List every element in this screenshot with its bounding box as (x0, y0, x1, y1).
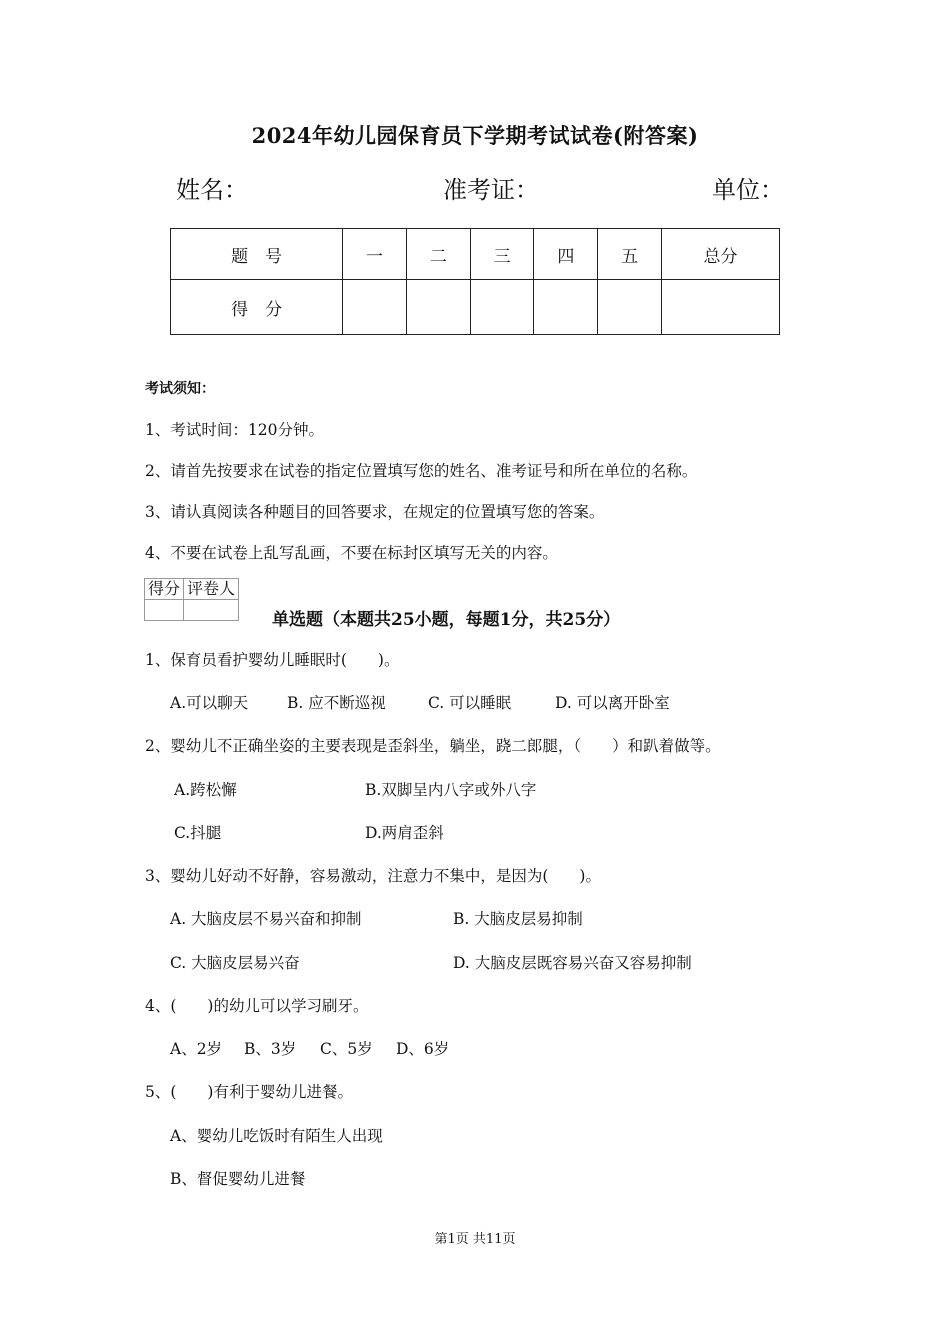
option: D.两肩歪斜 (365, 824, 444, 842)
score-table-header-cell: 总分 (662, 229, 780, 280)
option: A、2岁 (170, 1040, 223, 1058)
option: B、3岁 (244, 1040, 297, 1058)
score-table-header-cell: 一 (343, 229, 407, 280)
option: C. 可以睡眠 (428, 694, 512, 712)
grader-name-cell[interactable] (184, 600, 239, 621)
exam-number-field-label: 准考证： (443, 176, 539, 204)
option: D. 可以离开卧室 (555, 694, 670, 712)
score-table-score-row (171, 280, 780, 335)
section-title: 单选题（本题共25小题，每题1分，共25分） (272, 610, 621, 630)
option: C.抖腿 (174, 824, 222, 842)
grader-score-label: 得分 (145, 579, 184, 600)
score-table (170, 228, 780, 335)
notes-item: 4、不要在试卷上乱写乱画，不要在标封区填写无关的内容。 (145, 544, 558, 562)
score-cell[interactable] (534, 280, 598, 335)
notes-item: 1、考试时间：120分钟。 (145, 421, 324, 439)
notes-heading: 考试须知： (145, 381, 215, 397)
score-cell[interactable] (470, 280, 534, 335)
option: B.双脚呈内八字或外八字 (365, 781, 537, 799)
option: D. 大脑皮层既容易兴奋又容易抑制 (453, 954, 692, 972)
score-table-header-row (171, 229, 780, 280)
score-table-header-cell: 三 (470, 229, 534, 280)
score-table-header-label: 题 号 (171, 229, 343, 280)
score-table-header-cell: 二 (406, 229, 470, 280)
score-cell[interactable] (343, 280, 407, 335)
score-table-row-label: 得 分 (171, 280, 343, 335)
name-field-label: 姓名： (176, 176, 248, 204)
question-stem: 1、保育员看护婴幼儿睡眠时( )。 (145, 651, 400, 669)
page-footer: 第1页 共11页 (434, 1232, 516, 1247)
option: B. 大脑皮层易抑制 (453, 910, 583, 928)
option: D、6岁 (396, 1040, 450, 1058)
question-stem: 4、( )的幼儿可以学习刷牙。 (145, 997, 369, 1015)
notes-item: 3、请认真阅读各种题目的回答要求，在规定的位置填写您的答案。 (145, 503, 605, 521)
score-table-header-cell: 五 (598, 229, 662, 280)
option: C. 大脑皮层易兴奋 (170, 954, 300, 972)
option: A.可以聊天 (170, 694, 249, 712)
option: A、婴幼儿吃饭时有陌生人出现 (170, 1127, 383, 1145)
notes-item: 2、请首先按要求在试卷的指定位置填写您的姓名、准考证号和所在单位的名称。 (145, 462, 698, 480)
grader-box (144, 578, 239, 621)
score-cell[interactable] (406, 280, 470, 335)
grader-name-label: 评卷人 (184, 579, 239, 600)
option: B. 应不断巡视 (287, 694, 386, 712)
question-stem: 5、( )有利于婴幼儿进餐。 (145, 1083, 353, 1101)
score-cell[interactable] (662, 280, 780, 335)
score-cell[interactable] (598, 280, 662, 335)
option: B、督促婴幼儿进餐 (170, 1170, 306, 1188)
grader-score-cell[interactable] (145, 600, 184, 621)
option: A. 大脑皮层不易兴奋和抑制 (170, 910, 362, 928)
question-stem: 2、婴幼儿不正确坐姿的主要表现是歪斜坐，躺坐，跷二郎腿，（ ）和趴着做等。 (145, 737, 721, 755)
page-title: 2024年幼儿园保育员下学期考试试卷(附答案) (251, 123, 699, 148)
option: C、5岁 (320, 1040, 373, 1058)
question-stem: 3、婴幼儿好动不好静，容易激动，注意力不集中，是因为( )。 (145, 867, 601, 885)
score-table-header-cell: 四 (534, 229, 598, 280)
unit-field-label: 单位： (712, 176, 784, 204)
option: A.跨松懈 (174, 781, 237, 799)
